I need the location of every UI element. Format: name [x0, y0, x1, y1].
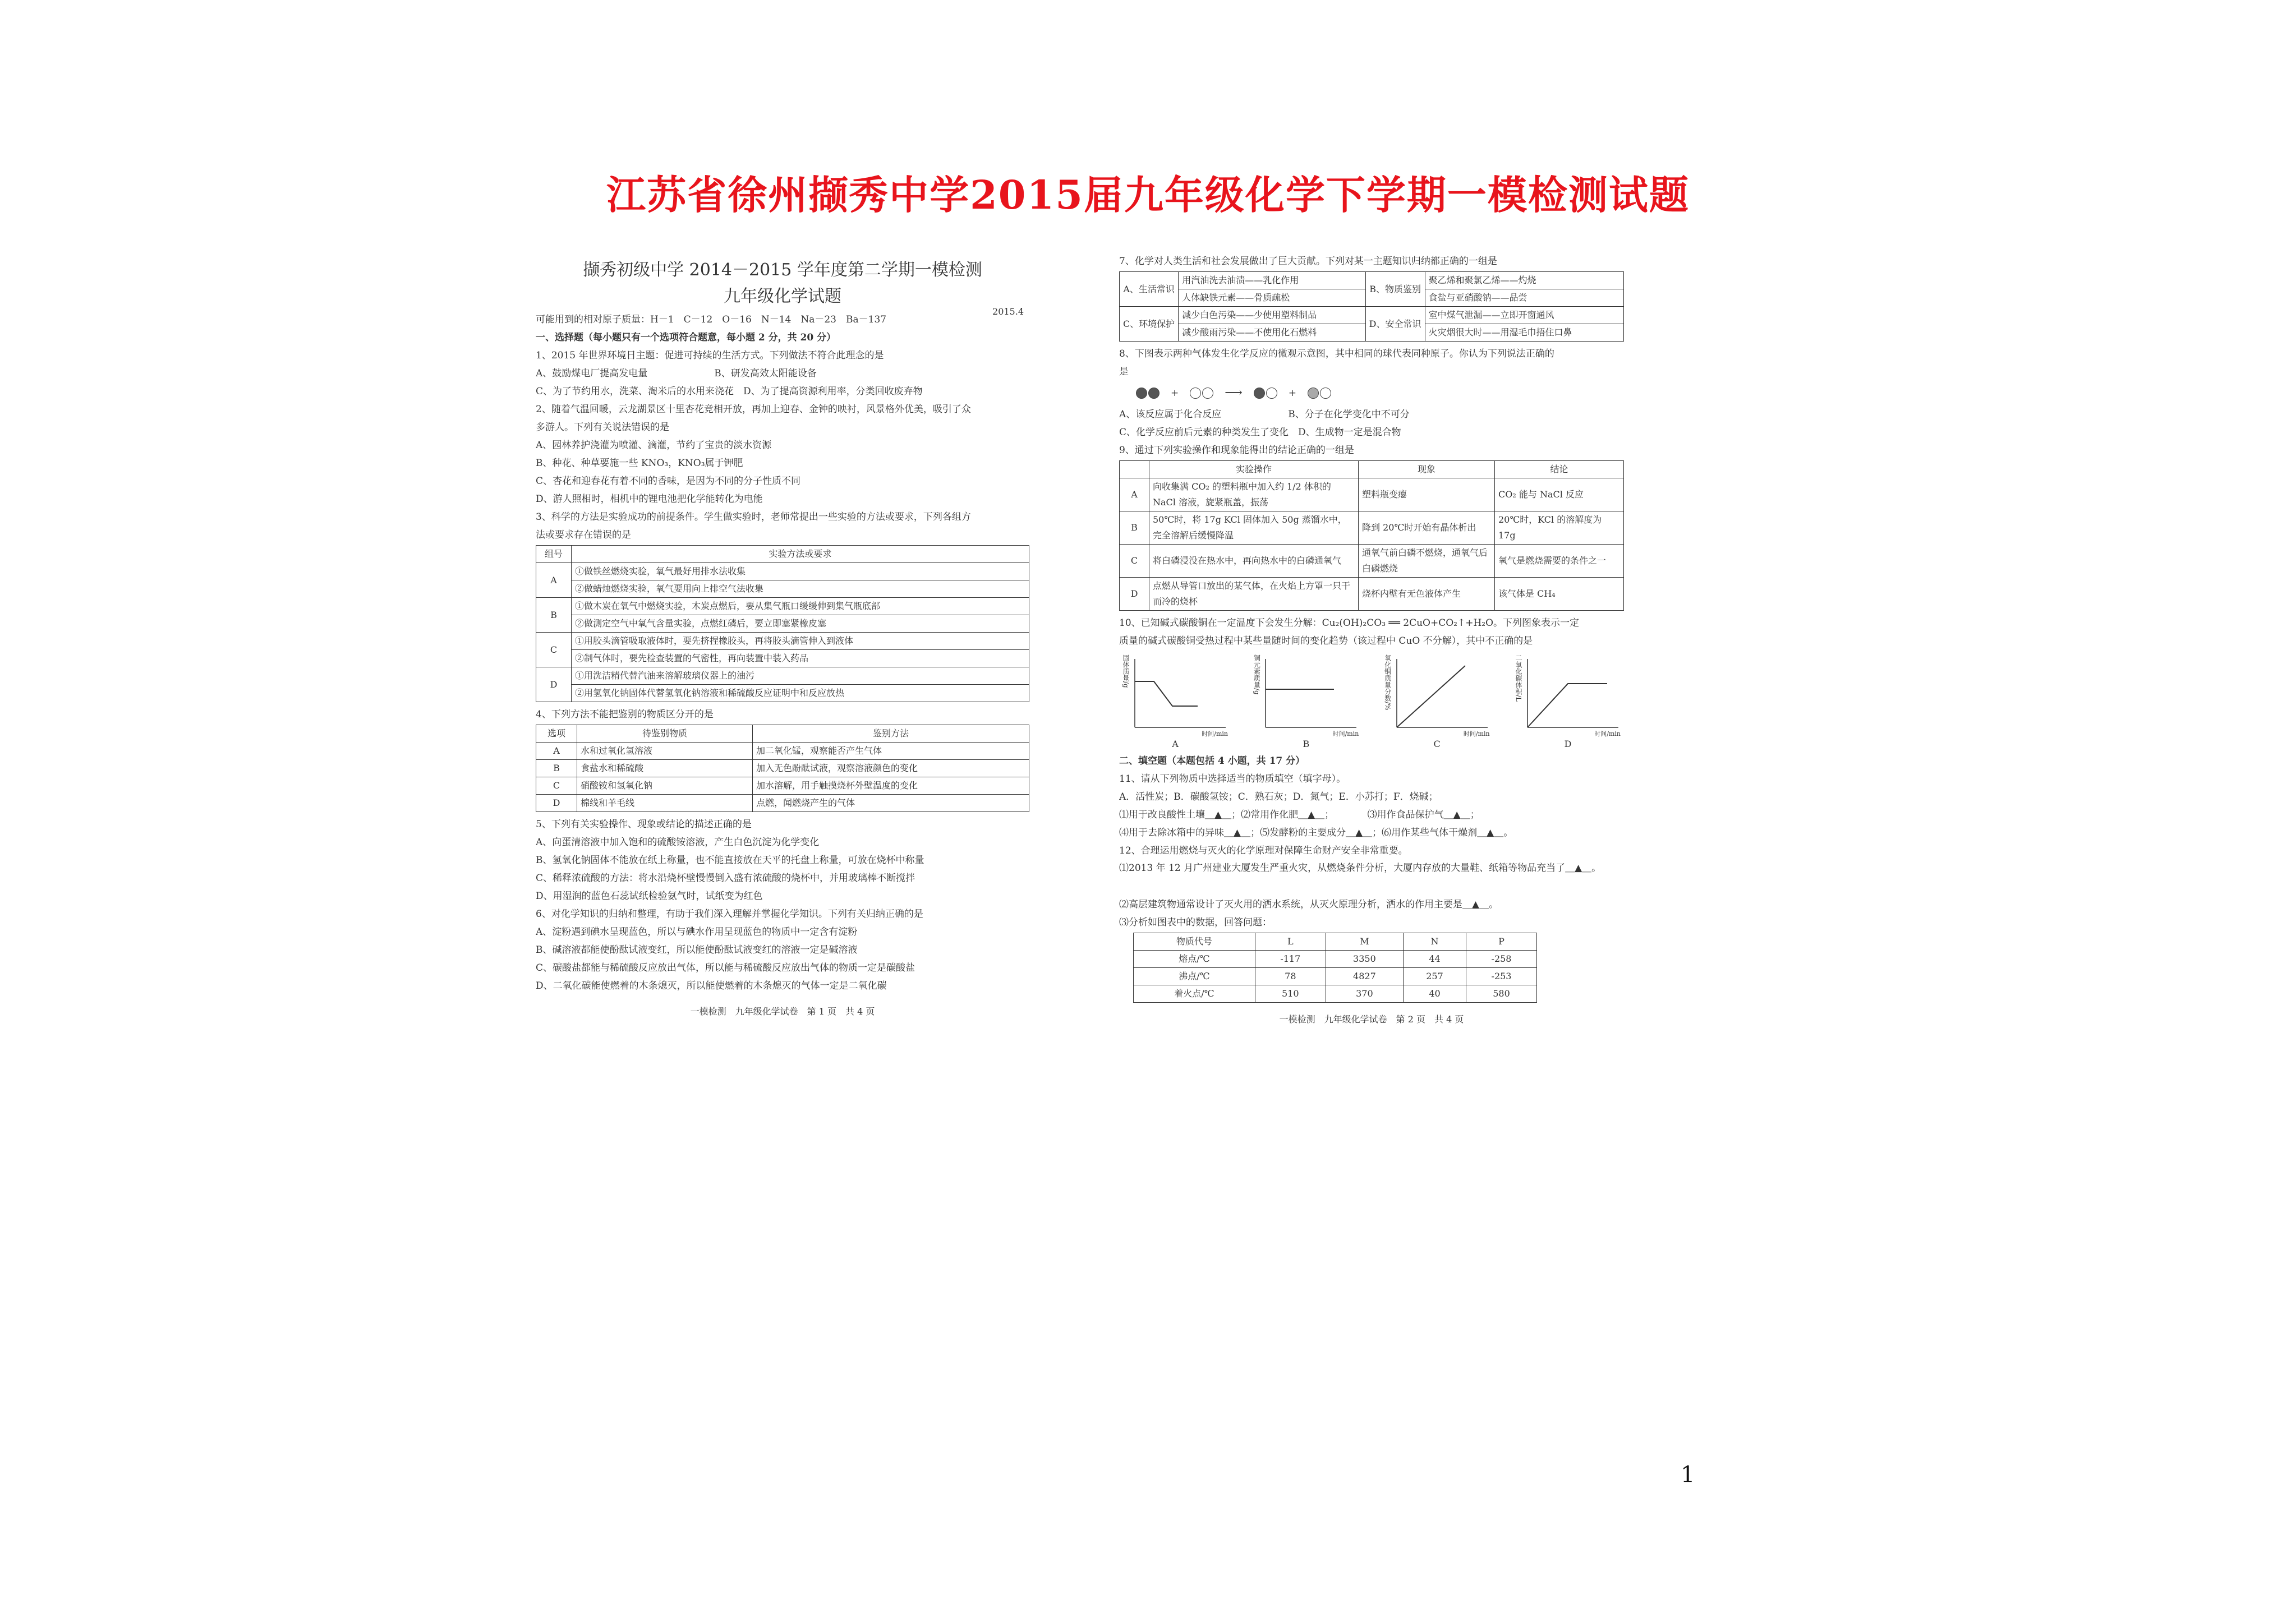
option-line: C、碳酸盐都能与稀硫酸反应放出气体，所以能与稀硫酸反应放出气体的物质一定是碳酸盐 — [536, 962, 915, 974]
document-title: 江苏省徐州撷秀中学2015届九年级化学下学期一模检测试题 — [606, 172, 1690, 218]
table-cell: 用汽油洗去油渍——乳化作用 — [1179, 272, 1365, 289]
fill-blank-line: ⑴用于改良酸性土壤＿▲＿；⑵常用作化肥＿▲＿； ⑶用作食品保护气＿▲＿； — [1119, 809, 1480, 820]
option-line: C、化学反应前后元素的种类发生了变化 D、生成物一定是混合物 — [1119, 427, 1401, 438]
table-row — [1134, 951, 1537, 968]
graph-a — [1119, 654, 1231, 750]
section-heading: 二、填空题（本题包括 4 小题，共 17 分） — [1119, 755, 1305, 767]
table-cell: 水和过氧化氢溶液 — [577, 743, 753, 760]
table-row — [536, 580, 1029, 598]
question-8-cont: 是 — [1119, 366, 1129, 377]
table-cell: -258 — [1466, 951, 1537, 968]
table-cell: 着火点/℃ — [1134, 985, 1255, 1003]
table-cell: C — [536, 777, 577, 795]
graph-d — [1512, 654, 1624, 750]
graph-x-label: 时间/min — [1202, 730, 1228, 737]
table-row — [536, 563, 1029, 580]
option-line: C、稀释浓硫酸的方法：将水沿烧杯壁慢慢倒入盛有浓硫酸的烧杯中，并用玻璃棒不断搅拌 — [536, 873, 915, 884]
table-cell: D、安全常识 — [1365, 307, 1425, 342]
exam-page-1 — [536, 252, 1029, 1021]
table-row — [536, 795, 1029, 812]
table-header — [1120, 461, 1149, 478]
table-cell: 人体缺铁元素——骨质疏松 — [1179, 289, 1365, 307]
question-5: 5、下列有关实验操作、现象或结论的描述正确的是 — [536, 819, 752, 830]
reaction-diagram — [1136, 381, 1624, 405]
question-3-cont: 法或要求存在错误的是 — [536, 529, 631, 541]
table-row — [1134, 968, 1537, 985]
table-cell: 聚乙烯和聚氯乙烯——灼烧 — [1425, 272, 1624, 289]
table-row — [1134, 985, 1537, 1003]
option-line: A．活性炭；B．碳酸氢铵；C．熟石灰；D．氮气；E．小苏打；F．烧碱； — [1119, 791, 1438, 803]
q12-table — [1133, 933, 1537, 1003]
table-header-row — [1120, 461, 1624, 478]
table-cell: ①用胶头滴管吸取液体时，要先挤捏橡胶头，再将胶头滴管伸入到液体 — [572, 633, 1029, 650]
table-cell: 44 — [1404, 951, 1466, 968]
table-row — [536, 777, 1029, 795]
section-heading: 一、选择题（每小题只有一个选项符合题意，每小题 2 分，共 20 分） — [536, 332, 836, 343]
option-line: A、该反应属于化合反应 B、分子在化学变化中不可分 — [1119, 409, 1410, 420]
table-cell: 点燃，闻燃烧产生的气体 — [753, 795, 1029, 812]
table-cell: ①做木炭在氧气中燃烧实验，木炭点燃后，要从集气瓶口缓缓伸到集气瓶底部 — [572, 598, 1029, 615]
table-cell: 食盐水和稀硫酸 — [577, 760, 753, 777]
table-cell: A、生活常识 — [1120, 272, 1179, 307]
option-line: B、氢氧化钠固体不能放在纸上称量，也不能直接放在天平的托盘上称量，可放在烧杯中称量 — [536, 855, 924, 866]
table-cell: 棉线和羊毛线 — [577, 795, 753, 812]
option-line: A、鼓励煤电厂提高发电量 B、研发高效太阳能设备 — [536, 368, 817, 379]
table-cell: 塑料瓶变瘪 — [1359, 478, 1495, 511]
reaction-arrow-icon: ⟶ — [1225, 386, 1243, 400]
exam-subtitle: 九年级化学试题 — [724, 287, 841, 306]
table-header: 结论 — [1495, 461, 1624, 478]
table-row — [536, 760, 1029, 777]
graph-b — [1250, 654, 1362, 750]
table-header-row — [1134, 933, 1537, 951]
table-cell: 40 — [1404, 985, 1466, 1003]
page-number: 1 — [1681, 1462, 1695, 1488]
option-line: A、园林养护浇灌为喷灌、滴灌，节约了宝贵的淡水资源 — [536, 440, 772, 451]
question-11: 11、请从下列物质中选择适当的物质填空（填字母）。 — [1119, 773, 1346, 785]
table-cell: 通氧气前白磷不燃烧，通氧气后白磷燃烧 — [1359, 545, 1495, 578]
option-line: B、碱溶液都能使酚酞试液变红，所以能使酚酞试液变红的溶液一定是碱溶液 — [536, 944, 858, 956]
question-4: 4、下列方法不能把鉴别的物质区分开的是 — [536, 709, 714, 720]
table-cell: 硝酸铵和氢氧化钠 — [577, 777, 753, 795]
table-row — [536, 598, 1029, 615]
table-cell: CO₂ 能与 NaCl 反应 — [1495, 478, 1624, 511]
graph-label: D — [1564, 739, 1572, 749]
question-10: 10、已知碱式碳酸铜在一定温度下会发生分解：Cu₂(OH)₂CO₃ ══ 2CuO+CO₂↑+H₂O。下列图象表示一定 — [1119, 617, 1580, 629]
table-cell: 减少白色污染——少使用塑料制品 — [1179, 307, 1365, 324]
table-header: N — [1404, 933, 1466, 951]
table-cell: C — [1120, 545, 1149, 578]
graph-label: C — [1433, 739, 1441, 749]
option-line: D、二氧化碳能使燃着的木条熄灭，所以能使燃着的木条熄灭的气体一定是二氧化碳 — [536, 980, 887, 992]
table-row — [1120, 478, 1624, 511]
option-line: C、杏花和迎春花有着不同的香味，是因为不同的分子性质不同 — [536, 476, 801, 487]
q4-table — [536, 725, 1029, 812]
table-cell: 降到 20℃时开始有晶体析出 — [1359, 511, 1495, 545]
table-header: 物质代号 — [1134, 933, 1255, 951]
table-cell: 室中煤气泄漏——立即开窗通风 — [1425, 307, 1624, 324]
table-header-row — [536, 546, 1029, 563]
table-cell: D — [536, 795, 577, 812]
table-header: 待鉴别物质 — [577, 725, 753, 743]
table-cell: ①做铁丝燃烧实验，氧气最好用排水法收集 — [572, 563, 1029, 580]
graph-x-label: 时间/min — [1463, 730, 1490, 737]
page-footer: 一模检测 九年级化学试卷 第 1 页 共 4 页 — [690, 1006, 875, 1017]
plus-icon: + — [1288, 388, 1297, 399]
table-cell: 78 — [1255, 968, 1326, 985]
table-cell: 50℃时，将 17g KCl 固体加入 50g 蒸馏水中，完全溶解后缓慢降温 — [1149, 511, 1359, 545]
atomic-mass-line: 可能用到的相对原子质量：H－1 C－12 O－16 N－14 Na－23 Ba－137 — [536, 314, 887, 325]
product-molecule-icon — [1254, 388, 1277, 399]
table-cell: A — [536, 563, 572, 598]
fill-blank-line: ⑶分析如图表中的数据，回答问题： — [1119, 917, 1272, 928]
table-header: 实验方法或要求 — [572, 546, 1029, 563]
table-cell: A — [536, 743, 577, 760]
table-header-row — [536, 725, 1029, 743]
table-cell: -253 — [1466, 968, 1537, 985]
graph-y-label: 固体质量/g — [1122, 654, 1130, 688]
table-header: M — [1326, 933, 1403, 951]
table-header: 选项 — [536, 725, 577, 743]
table-cell: 氧气是燃烧需要的条件之一 — [1495, 545, 1624, 578]
graph-x-label: 时间/min — [1594, 730, 1621, 737]
table-cell: ②制气体时，要先检查装置的气密性，再向装置中装入药品 — [572, 650, 1029, 667]
question-10-cont: 质量的碱式碳酸铜受热过程中某些量随时间的变化趋势（该过程中 CuO 不分解），其中不正确的是 — [1119, 635, 1533, 647]
table-cell: 该气体是 CH₄ — [1495, 578, 1624, 611]
exam-header: 撷秀初级中学 2014－2015 学年度第二学期一模检测 — [583, 260, 982, 280]
fill-blank-line: ⑷用于去除冰箱中的异味＿▲＿；⑸发酵粉的主要成分＿▲＿；⑹用作某些气体干燥剂＿▲＿。 — [1119, 827, 1513, 838]
table-cell: 510 — [1255, 985, 1326, 1003]
option-line: D、用湿润的蓝色石蕊试纸检验氨气时，试纸变为红色 — [536, 891, 763, 902]
table-cell: B — [536, 760, 577, 777]
table-cell: C、环境保护 — [1120, 307, 1179, 342]
product-molecule-icon — [1308, 388, 1331, 399]
q9-table — [1119, 460, 1624, 611]
table-cell: ②用氢氧化钠固体代替氢氧化钠溶液和稀硫酸反应证明中和反应放热 — [572, 685, 1029, 702]
table-cell: 向收集满 CO₂ 的塑料瓶中加入约 1/2 体积的 NaCl 溶液，旋紧瓶盖，振荡 — [1149, 478, 1359, 511]
table-row — [536, 685, 1029, 702]
table-row — [1120, 545, 1624, 578]
question-3: 3、科学的方法是实验成功的前提条件。学生做实验时，老师常提出一些实验的方法或要求，下列各组方 — [536, 511, 971, 523]
table-cell: 370 — [1326, 985, 1403, 1003]
table-header: L — [1255, 933, 1326, 951]
table-cell: 4827 — [1326, 968, 1403, 985]
fill-blank-line: ⑵高层建筑物通常设计了灭火用的洒水系统，从灭火原理分析，洒水的作用主要是＿▲＿。 — [1119, 899, 1499, 910]
table-row — [1120, 272, 1624, 289]
table-row — [536, 667, 1029, 685]
graph-label: B — [1303, 739, 1310, 749]
table-cell: B — [1120, 511, 1149, 545]
option-line: B、种花、种草要施一些 KNO₃，KNO₃属于钾肥 — [536, 458, 743, 469]
graph-line — [1397, 666, 1465, 727]
reactant-molecule-icon — [1190, 388, 1213, 399]
table-row — [1120, 307, 1624, 324]
table-row — [536, 633, 1029, 650]
q3-table — [536, 545, 1029, 702]
question-6: 6、对化学知识的归纳和整理，有助于我们深入理解并掌握化学知识。下列有关归纳正确的是 — [536, 909, 923, 920]
graph-line — [1135, 681, 1198, 706]
table-cell: B — [536, 598, 572, 633]
question-9: 9、通过下列实验操作和现象能得出的结论正确的一组是 — [1119, 445, 1354, 456]
table-cell: 580 — [1466, 985, 1537, 1003]
graph-y-label: 氧化铜质量分数/% — [1383, 654, 1392, 711]
exam-page-2 — [1119, 252, 1624, 1029]
table-header: 实验操作 — [1149, 461, 1359, 478]
table-cell: 3350 — [1326, 951, 1403, 968]
graph-line — [1527, 684, 1607, 727]
q10-graphs — [1119, 654, 1624, 750]
table-cell: D — [1120, 578, 1149, 611]
table-cell: 沸点/℃ — [1134, 968, 1255, 985]
reactant-molecule-icon — [1136, 388, 1159, 399]
table-row — [536, 615, 1029, 633]
table-cell: 火灾烟很大时——用湿毛巾捂住口鼻 — [1425, 324, 1624, 342]
table-cell: C — [536, 633, 572, 667]
table-header: P — [1466, 933, 1537, 951]
table-cell: B、物质鉴别 — [1365, 272, 1425, 307]
question-12: 12、合理运用燃烧与灭火的化学原理对保障生命财产安全非常重要。 — [1119, 845, 1408, 856]
page-footer: 一模检测 九年级化学试卷 第 2 页 共 4 页 — [1279, 1014, 1464, 1025]
table-row — [1120, 578, 1624, 611]
table-cell: 食盐与亚硝酸钠——品尝 — [1425, 289, 1624, 307]
table-header: 现象 — [1359, 461, 1495, 478]
table-row — [536, 743, 1029, 760]
graph-y-label: 二氧化碳体积/L — [1514, 654, 1522, 702]
question-2: 2、随着气温回暖，云龙湖景区十里杏花竞相开放，再加上迎春、金钟的映衬，风景格外优美，吸引了众 — [536, 404, 971, 415]
table-row — [536, 650, 1029, 667]
table-cell: 点燃从导管口放出的某气体，在火焰上方罩一只干而冷的烧杯 — [1149, 578, 1359, 611]
graph-c — [1381, 654, 1493, 750]
q7-table — [1119, 271, 1624, 342]
table-cell: ②做蜡烛燃烧实验，氧气要用向上排空气法收集 — [572, 580, 1029, 598]
plus-icon: + — [1171, 388, 1179, 399]
table-cell: 加水溶解，用手触摸烧杯外壁温度的变化 — [753, 777, 1029, 795]
table-cell: 20℃时，KCl 的溶解度为 17g — [1495, 511, 1624, 545]
question-7: 7、化学对人类生活和社会发展做出了巨大贡献。下列对某一主题知识归纳都正确的一组是 — [1119, 256, 1497, 267]
exam-date: 2015.4 — [992, 306, 1024, 317]
table-cell: 将白磷浸没在热水中，再向热水中的白磷通氧气 — [1149, 545, 1359, 578]
option-line: A、向蛋清溶液中加入饱和的硫酸铵溶液，产生白色沉淀为化学变化 — [536, 837, 820, 848]
table-cell: ②做测定空气中氧气含量实验，点燃红磷后，要立即塞紧橡皮塞 — [572, 615, 1029, 633]
table-cell: 加入无色酚酞试液，观察溶液颜色的变化 — [753, 760, 1029, 777]
table-cell: -117 — [1255, 951, 1326, 968]
table-header: 组号 — [536, 546, 572, 563]
question-1: 1、2015 年世界环境日主题：促进可持续的生活方式。下列做法不符合此理念的是 — [536, 350, 884, 361]
graph-y-label: 铜元素质量/g — [1253, 654, 1261, 695]
table-cell: 烧杯内壁有无色液体产生 — [1359, 578, 1495, 611]
graph-label: A — [1172, 739, 1179, 749]
table-cell: 减少酸雨污染——不使用化石燃料 — [1179, 324, 1365, 342]
option-line: D、游人照相时，相机中的锂电池把化学能转化为电能 — [536, 494, 763, 505]
option-line: A、淀粉遇到碘水呈现蓝色，所以与碘水作用呈现蓝色的物质中一定含有淀粉 — [536, 926, 858, 938]
graph-x-label: 时间/min — [1332, 730, 1359, 737]
table-cell: 加二氧化锰，观察能否产生气体 — [753, 743, 1029, 760]
table-cell: D — [536, 667, 572, 702]
table-cell: ①用洗洁精代替汽油来溶解玻璃仪器上的油污 — [572, 667, 1029, 685]
table-cell: 熔点/℃ — [1134, 951, 1255, 968]
table-cell: A — [1120, 478, 1149, 511]
table-cell: 257 — [1404, 968, 1466, 985]
table-row — [1120, 511, 1624, 545]
fill-blank-line: ⑴2013 年 12 月广州建业大厦发生严重火灾，从燃烧条件分析，大厦内存放的大量鞋、纸箱等物品充当了＿▲＿。 — [1119, 863, 1602, 874]
question-2-cont: 多游人。下列有关说法错误的是 — [536, 422, 669, 433]
question-8: 8、下图表示两种气体发生化学反应的微观示意图，其中相同的球代表同种原子。你认为下列说法正确的 — [1119, 348, 1554, 359]
option-line: C、为了节约用水，洗菜、淘米后的水用来浇花 D、为了提高资源利用率，分类回收废弃物 — [536, 386, 923, 397]
table-header: 鉴别方法 — [753, 725, 1029, 743]
